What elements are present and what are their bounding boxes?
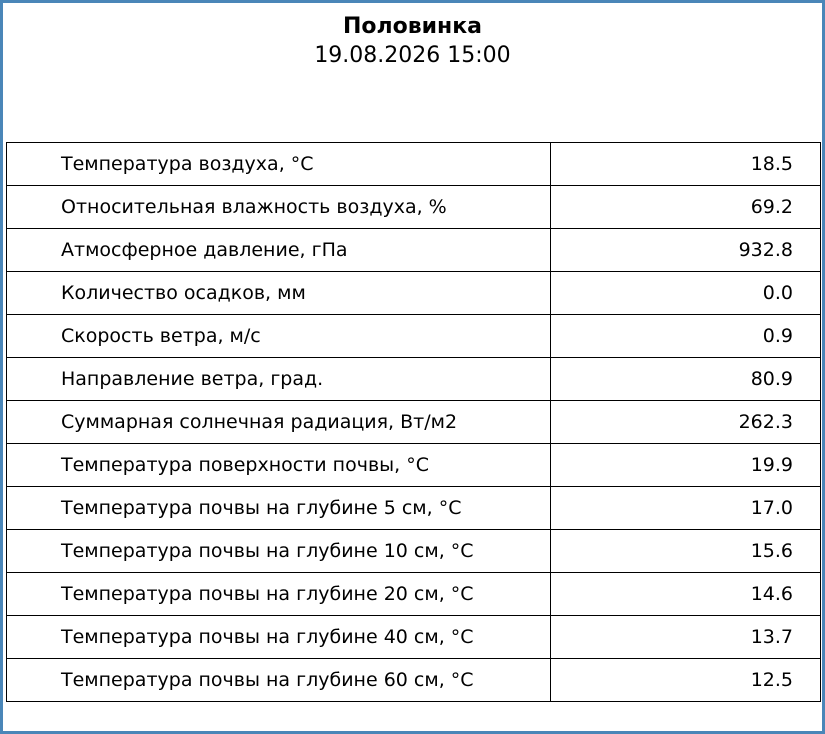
parameter-name: Температура почвы на глубине 10 см, °C [7,530,551,573]
table-row [7,659,821,702]
station-name: Половинка [342,14,483,39]
parameter-name: Суммарная солнечная радиация, Вт/м2 [7,401,551,444]
table-row [7,229,821,272]
parameter-value: 18.5 [551,143,821,186]
parameter-name: Температура почвы на глубине 5 см, °C [7,487,551,530]
table-row [7,143,821,186]
report-datetime: 19.08.2026 15:00 [314,43,511,68]
parameter-value: 262.3 [551,401,821,444]
parameter-value: 80.9 [551,358,821,401]
table-row [7,487,821,530]
table-row [7,401,821,444]
measurements-table [6,142,821,702]
parameter-name: Относительная влажность воздуха, % [7,186,551,229]
parameter-name: Температура почвы на глубине 20 см, °C [7,573,551,616]
table-row [7,272,821,315]
parameter-name: Температура почвы на глубине 40 см, °C [7,616,551,659]
table-row [7,616,821,659]
table-row [7,444,821,487]
parameter-value: 15.6 [551,530,821,573]
parameter-name: Направление ветра, град. [7,358,551,401]
parameter-name: Атмосферное давление, гПа [7,229,551,272]
parameter-value: 932.8 [551,229,821,272]
table-row [7,315,821,358]
parameter-name: Температура воздуха, °C [7,143,551,186]
parameter-value: 19.9 [551,444,821,487]
parameter-value: 14.6 [551,573,821,616]
table-row [7,358,821,401]
parameter-value: 17.0 [551,487,821,530]
table-row [7,530,821,573]
parameter-value: 13.7 [551,616,821,659]
parameter-value: 0.9 [551,315,821,358]
parameter-name: Температура почвы на глубине 60 см, °C [7,659,551,702]
parameter-value: 12.5 [551,659,821,702]
measurements-table-container [6,142,820,702]
parameter-value: 69.2 [551,186,821,229]
table-row [7,573,821,616]
parameter-value: 0.0 [551,272,821,315]
parameter-name: Скорость ветра, м/с [7,315,551,358]
parameter-name: Температура поверхности почвы, °C [7,444,551,487]
table-row [7,186,821,229]
parameter-name: Количество осадков, мм [7,272,551,315]
